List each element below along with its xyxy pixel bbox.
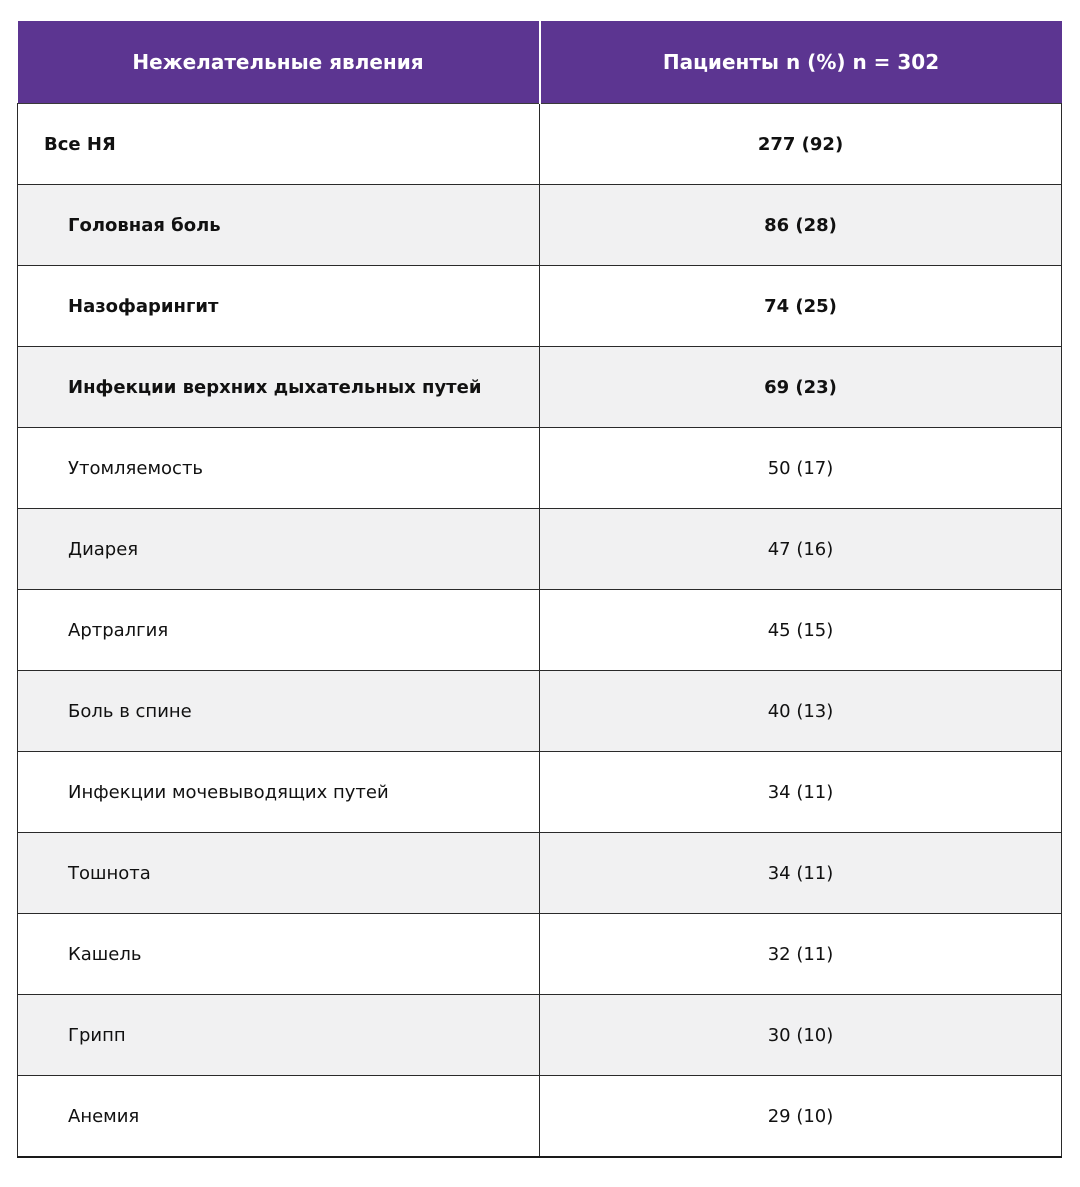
row-label: Артралгия xyxy=(18,590,540,671)
table-row xyxy=(18,752,1062,833)
row-label: Тошнота xyxy=(18,833,540,914)
row-value: 45 (15) xyxy=(540,590,1062,671)
row-value: 47 (16) xyxy=(540,509,1062,590)
row-value: 50 (17) xyxy=(540,428,1062,509)
table-row xyxy=(18,590,1062,671)
table-header-row xyxy=(18,21,1062,104)
row-value: 29 (10) xyxy=(540,1076,1062,1158)
row-value: 86 (28) xyxy=(540,185,1062,266)
adverse-events-table-container xyxy=(17,21,1061,1158)
row-label: Утомляемость xyxy=(18,428,540,509)
table-row xyxy=(18,995,1062,1076)
row-label: Назофарингит xyxy=(18,266,540,347)
row-label: Кашель xyxy=(18,914,540,995)
table-row xyxy=(18,914,1062,995)
row-value: 34 (11) xyxy=(540,833,1062,914)
header-patients: Пациенты n (%) n = 302 xyxy=(540,21,1062,104)
row-label: Боль в спине xyxy=(18,671,540,752)
row-value: 32 (11) xyxy=(540,914,1062,995)
row-value: 30 (10) xyxy=(540,995,1062,1076)
row-value: 277 (92) xyxy=(540,104,1062,185)
row-label: Диарея xyxy=(18,509,540,590)
row-value: 74 (25) xyxy=(540,266,1062,347)
table-row xyxy=(18,833,1062,914)
table-row xyxy=(18,428,1062,509)
table-row xyxy=(18,266,1062,347)
row-value: 40 (13) xyxy=(540,671,1062,752)
row-value: 34 (11) xyxy=(540,752,1062,833)
row-label: Инфекции верхних дыхательных путей xyxy=(18,347,540,428)
table-row xyxy=(18,509,1062,590)
row-label: Все НЯ xyxy=(18,104,540,185)
adverse-events-table xyxy=(17,21,1062,1158)
row-label: Анемия xyxy=(18,1076,540,1158)
row-label: Грипп xyxy=(18,995,540,1076)
table-row xyxy=(18,104,1062,185)
row-label: Инфекции мочевыводящих путей xyxy=(18,752,540,833)
header-adverse-events: Нежелательные явления xyxy=(18,21,540,104)
table-row xyxy=(18,1076,1062,1158)
row-value: 69 (23) xyxy=(540,347,1062,428)
table-row xyxy=(18,347,1062,428)
table-row xyxy=(18,185,1062,266)
table-row xyxy=(18,671,1062,752)
row-label: Головная боль xyxy=(18,185,540,266)
